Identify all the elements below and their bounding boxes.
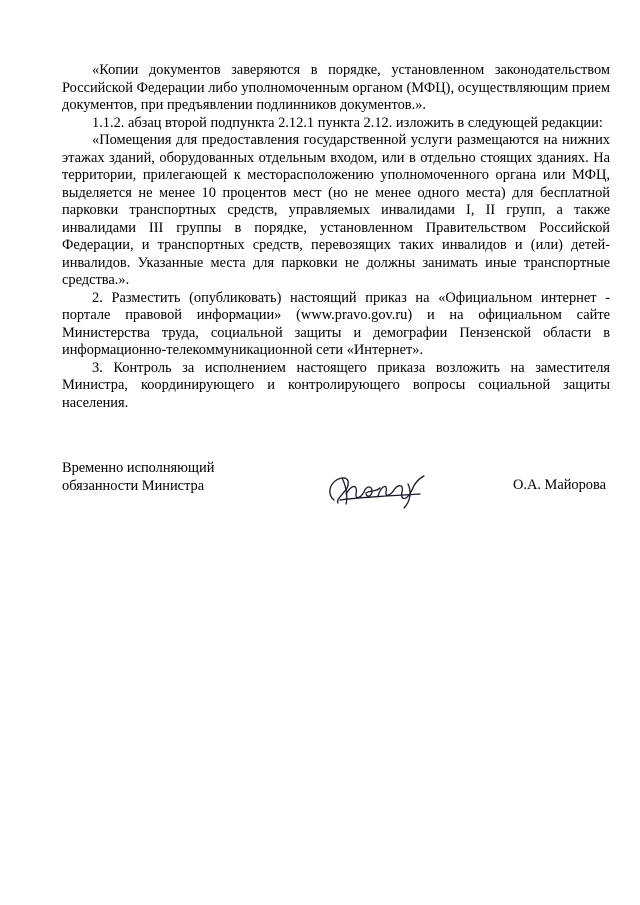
paragraph-copies-certification: «Копии документов заверяются в порядке, установленном законодательством Российской Федерации либо уполномоченным органом (МФЦ), осуществляющим прием документов, при предъявлении подлинников документов.».: [62, 62, 610, 113]
signatory-position-line-1: Временно исполняющий: [62, 460, 215, 476]
handwritten-signature: [320, 470, 430, 510]
signature-block: [62, 460, 610, 520]
signatory-position-line-2: обязанности Министра: [62, 477, 205, 494]
signatory-position: [62, 460, 262, 495]
paragraph-clause-1-1-2: 1.1.2. абзац второй подпункта 2.12.1 пункта 2.12. изложить в следующей редакции:: [92, 114, 603, 131]
paragraph-control: 3. Контроль за исполнением настоящего приказа возложить на заместителя Министра, координирующего и контролирующего вопросы социальной защиты населения.: [62, 359, 610, 411]
paragraph-publication: 2. Разместить (опубликовать) настоящий приказ на «Официальном интернет - портале правовой информации» (www.pravo.gov.ru) и на официальном сайте Министерства труда, социальной защиты и демографии Пензенской области в информационно-телекоммуникационной сети «Интернет».: [62, 289, 610, 358]
signatory-name: О.А. Майорова: [512, 477, 606, 493]
paragraph-premises-parking: «Помещения для предоставления государственной услуги размещаются на нижних этажах зданий, оборудованных отдельным входом, или в отдельно стоящих зданиях. На территории, прилегающей к месторасположению уполномоченного органа или МФЦ, выделяется не менее 10 процентов мест (но не менее одного места) для бесплатной парковки транспортных средств, управляемых инвалидами I, II групп, а также инвалидами III группы в порядке, установленном Правительством Российской Федерации, и транспортных средств, перевозящих таких инвалидов и (или) детей-инвалидов. Указанные места для парковки не должны занимать иные транспортные средства.».: [62, 132, 610, 288]
document-body: [62, 62, 610, 412]
